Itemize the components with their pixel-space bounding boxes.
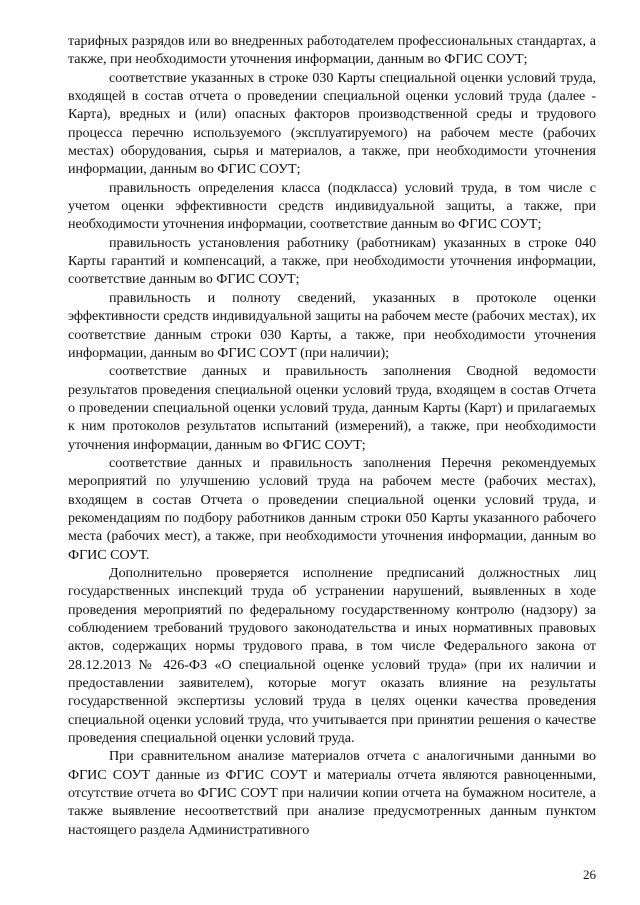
paragraph: правильность определения класса (подкласса) условий труда, в том числе с учетом оценки эффективности средств индивидуальной защиты, а также, при необходимости уточнения информации, соответствие данным во ФГИС СОУТ; [68,179,596,233]
paragraph: соответствие данных и правильность заполнения Перечня рекомендуемых мероприятий по улучшению условий труда на рабочем месте (рабочих местах), входящем в состав Отчета о проведении специальной оценки условий труда, и рекомендациям по подбору работников данным строки 050 Карты указанного рабочего места (рабочих мест), а также, при необходимости уточнения информации, данным во ФГИС СОУТ. [68,454,596,563]
paragraph: Дополнительно проверяется исполнение предписаний должностных лиц государственных инспекций труда об устранении нарушений, выявленных в ходе проведения мероприятий по федеральному государственному контролю (надзору) за соблюдением требований трудового законодательства и иных нормативных правовых актов, содержащих нормы трудового права, в том числе Федерального закона от 28.12.2013 № 426-ФЗ «О специальной оценке условий труда» (при их наличии и предоставлении заявителем), которые могут оказать влияние на результаты государственной экспертизы условий труда в целях оценки качества проведения специальной оценки условий труда, что учитывается при принятии решения о качестве проведения специальной оценки условий труда. [68,564,596,747]
paragraph-continuation: тарифных разрядов или во внедренных работодателем профессиональных стандартах, а также, при необходимости уточнения информации, данным во ФГИС СОУТ; [68,33,596,68]
paragraph: правильность установления работнику (работникам) указанных в строке 040 Карты гарантий и компенсаций, а также, при необходимости уточнения информации, соответствие данным во ФГИС СОУТ; [68,234,596,288]
paragraph: При сравнительном анализе материалов отчета с аналогичными данными во ФГИС СОУТ данные из ФГИС СОУТ и материалы отчета являются равноценными, отсутствие отчета во ФГИС СОУТ при наличии копии отчета на бумажном носителе, а также выявление несоответствий при анализе предусмотренных данным пунктом настоящего раздела Административного [68,748,596,838]
paragraph: правильность и полноту сведений, указанных в протоколе оценки эффективности средств индивидуальной защиты на рабочем месте (рабочих местах), их соответствие данным строки 030 Карты, а также, при необходимости уточнения информации, данным во ФГИС СОУТ (при наличии); [68,289,596,361]
body-text [68,32,596,839]
paragraph: соответствие данных и правильность заполнения Сводной ведомости результатов проведения специальной оценки условий труда, входящем в состав Отчета о проведении специальной оценки условий труда, данным Карты (Карт) и прилагаемых к ним протоколов результатов испытаний (измерений), а также, при необходимости уточнения информации, данным во ФГИС СОУТ; [68,363,596,453]
page-number: 26 [583,867,596,882]
paragraph: соответствие указанных в строке 030 Карты специальной оценки условий труда, входящей в состав отчета о проведении специальной оценки условий труда (далее - Карта), вредных и (или) опасных факторов производственной среды и трудового процесса перечню используемого (эксплуатируемого) на рабочем месте (рабочих местах) оборудования, сырья и материалов, а также, при необходимости уточнения информации, данным во ФГИС СОУТ; [68,69,596,178]
